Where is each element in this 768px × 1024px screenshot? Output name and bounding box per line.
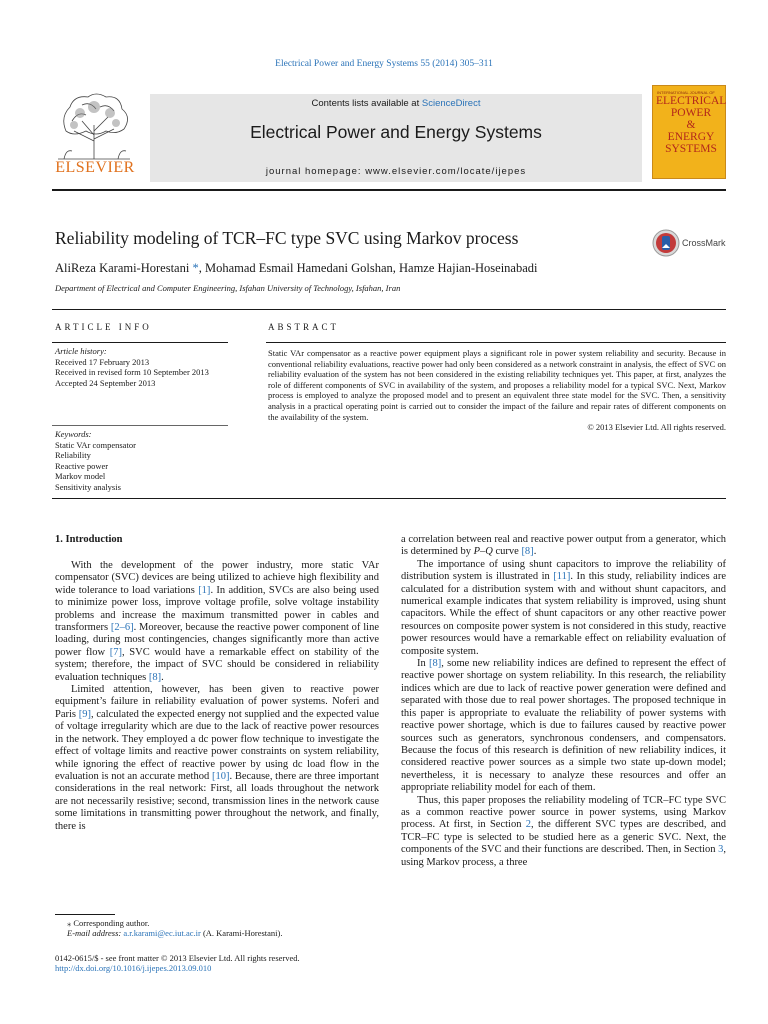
article-history [55,346,227,388]
email-link[interactable]: a.r.karami@ec.iut.ac.ir [123,928,201,939]
reference-link[interactable]: [8] [429,658,442,670]
elsevier-logo[interactable] [52,91,136,179]
body-paragraph [401,658,726,794]
crossmark-badge[interactable] [652,229,730,259]
email-suffix: (A. Karami-Horestani). [200,928,283,939]
body-text: . [161,671,164,683]
body-text: curve [492,546,522,558]
author-list [55,261,538,276]
body-text: , calculated the expected energy not supplied and the expected value of voltage irregularity which are due to the lack of reactive power resources in the network. They employed a dc power flow technique to investigate the effect of voltage limits and reactive power constraints on system reliability, while ignoring the effect of reactive power by using dc load flow in the evaluation is not an accurate method [55,708,379,782]
body-text: . In addition, SVCs are also being used to minimize power loss, improve voltage profile, solve voltage instability problems and increase the maximum transmitted power in cables and transformers [55,584,379,634]
affiliation: Department of Electrical and Computer Engineering, Isfahan University of Technology, Isfahan, Iran [55,283,401,293]
body-paragraph [55,560,379,684]
journal-citation[interactable]: Electrical Power and Energy Systems 55 (2014) 305–311 [275,59,493,69]
reference-link[interactable]: [9] [78,708,91,720]
keyword: Static VAr compensator [55,439,136,450]
body-paragraph [401,534,726,559]
section-heading: 1. Introduction [55,534,123,545]
keyword: Sensitivity analysis [55,481,121,492]
contents-prefix: Contents lists available at [311,98,422,109]
reference-link[interactable]: [2–6] [110,622,134,634]
body-text: . In this study, reliability indices are calculated for a distribution system with and without shunt capacitors, and numerical example indicates that system reliability is improved, using shunt capacitors. While the effect of shunt capacitors or any other reactive power resources on composite power system is not considered in this study, reactive power resources would have a remarkable effect on reliability evaluation of composite system. [401,571,727,657]
body-text: With the development of the power industry, more static VAr compensator (SVC) devices are being utilized to achieve high flexibility and wide tolerance to load variations [55,560,379,596]
article-info-heading: ARTICLE INFO [55,322,152,332]
footnote-divider [55,914,115,915]
body-text: Limited attention, however, has been given to reactive power equipment’s failure in reliability evaluation of power systems. Noferi and Paris [55,684,379,720]
front-matter-info [55,953,385,974]
keywords-block [55,429,227,493]
body-text: , using Markov process, a three [401,844,726,868]
reference-link[interactable]: [11] [553,571,571,583]
abstract-divider [266,342,726,343]
contents-line [150,98,642,109]
copyright-notice: © 2013 Elsevier Ltd. All rights reserved. [587,422,726,433]
received-date: Received 17 February 2013 [55,356,150,367]
body-text: , some new reliability indices are defined to represent the effect of reactive power shortage on system reliability. In this research, the reliability indices which are due to lack of reactive power generation were defined and separated with those due to real power shortages. The proposed technique in this paper is appropriate to evaluate the reliability of power systems with reactive power shortage, which is due to failures caused by reactive power sources such as generators, synchronous condensers, and compensators. Because the focus of this research is definition of new reliability indices, it considered reactive power sources as a simple two state up-down model; nevertheless, it is necessary to analyze these resources and offer an appropriate reliability model for each of them. [401,658,726,794]
abstract-heading: ABSTRACT [268,322,340,332]
body-paragraph [401,795,726,869]
author-name[interactable]: AliReza Karami-Horestani [55,261,190,275]
cover-title-line: POWER [670,107,712,119]
history-label: Article history: [55,346,107,356]
doi-link[interactable]: http://dx.doi.org/10.1016/j.ijepes.2013.09.010 [55,963,212,974]
body-text: , SVC would have a remarkable effect on stability of the system; therefore, the impact of SVC should be considered in reliability evaluation techniques [55,646,379,683]
email-note [55,928,385,938]
crossmark-label: CrossMark [682,238,726,248]
body-text: P–Q [473,546,493,558]
body-text: . Because, there are three important considerations in the real network: First, all loads throughout the network are not necessarily resistive; second, transmission lines in the network cause some limitations in transmitting power throughout the network, and finally, there is [55,770,380,832]
cover-title-line: & [686,119,696,131]
body-text: The importance of using shunt capacitors to improve the reliability of distribution system is illustrated in [401,558,726,583]
article-info-divider [52,342,228,343]
reference-link[interactable]: [8] [148,671,162,683]
sciencedirect-link[interactable]: ScienceDirect [421,98,481,109]
left-column [55,560,379,833]
abstract-paragraph: Static VAr compensator as a reactive power equipment plays a significant role in power system reliability and security. Because in conventional reliability evaluations, reactive power had only been considered as a network constraint in analysis, the effect of SVC on reliability evaluation of the system has not been considered in the existing reliability techniques yet. This paper, at first, analyzes the role of different components of SVC in availability of the system, and proposes a reliability model for a typical SVC. Next, Markov process is employed to analyze the proposed model and to present an equivalent three state model for the SVC. Then, a sensitivity analysis in a practical operating point is carried out to consider the impact of the failure and repair rates of different components on the availability of the system. [268,348,726,422]
journal-cover-image[interactable] [652,85,726,179]
body-text: . [533,546,537,558]
body-text: , the different SVC types are described, and TCR–FC type is selected to be studied here as a generic SVC. Next, the components of the SVC and their functions are described. Then, in Section [401,819,726,856]
keyword: Markov model [55,471,106,482]
journal-banner [150,94,642,182]
email-label: E-mail address: [67,928,124,939]
cover-title-line: SYSTEMS [665,143,717,155]
accepted-date: Accepted 24 September 2013 [55,377,156,388]
reference-link[interactable]: [1] [198,584,211,596]
body-text: Thus, this paper proposes the reliability modeling of TCR–FC type SVC as a common reactive power source in power systems, using Markov process. At first, in Section [401,794,726,831]
cover-title [656,95,726,155]
cover-subtitle: INTERNATIONAL JOURNAL OF [657,90,715,95]
tree-icon [52,91,136,161]
cover-title-line: ELECTRICAL [656,95,727,107]
co-authors: , Mohamad Esmail Hamedani Golshan, Hamze Hajian-Hoseinabadi [198,261,538,275]
journal-homepage[interactable]: journal homepage: www.elsevier.com/locate/ijepes [265,166,527,177]
paper-title: Reliability modeling of TCR–FC type SVC using Markov process [55,228,519,248]
keyword: Reliability [55,450,91,461]
abstract-bottom-divider [52,498,726,499]
body-paragraph [401,559,726,658]
abstract-body [268,348,726,433]
issn-line: 0142-0615/$ - see front matter © 2013 Elsevier Ltd. All rights reserved. [55,953,300,963]
reference-link[interactable]: [10] [211,770,230,782]
keywords-divider [52,425,228,426]
keyword: Reactive power [55,460,109,471]
header-divider [52,189,726,191]
section-link[interactable]: 3 [718,844,724,856]
crossmark-icon [652,229,680,257]
body-text: . Moreover, because the reactive power component of line loading, during most contingencies, changes significantly more than active power flow [55,622,379,658]
body-text: In [417,658,429,670]
keywords-label: Keywords: [55,429,92,439]
right-column [401,534,726,869]
body-paragraph [55,684,379,833]
revised-date: Received in revised form 10 September 2013 [55,367,209,378]
journal-title: Electrical Power and Energy Systems [250,122,542,142]
body-text: a correlation between real and reactive power output from a generator, which is determined by [401,534,726,558]
cover-title-line: ENERGY [667,131,715,143]
reference-link[interactable]: [7] [109,646,123,658]
title-divider [52,309,726,310]
corresponding-author-note: ⁎ Corresponding author. [67,918,150,928]
section-link[interactable]: 2 [525,819,532,831]
footnotes [55,918,385,939]
corresponding-author-marker[interactable]: * [189,261,199,275]
elsevier-wordmark: ELSEVIER [55,159,135,176]
reference-link[interactable]: [8] [521,546,534,558]
journal-header [52,85,726,185]
